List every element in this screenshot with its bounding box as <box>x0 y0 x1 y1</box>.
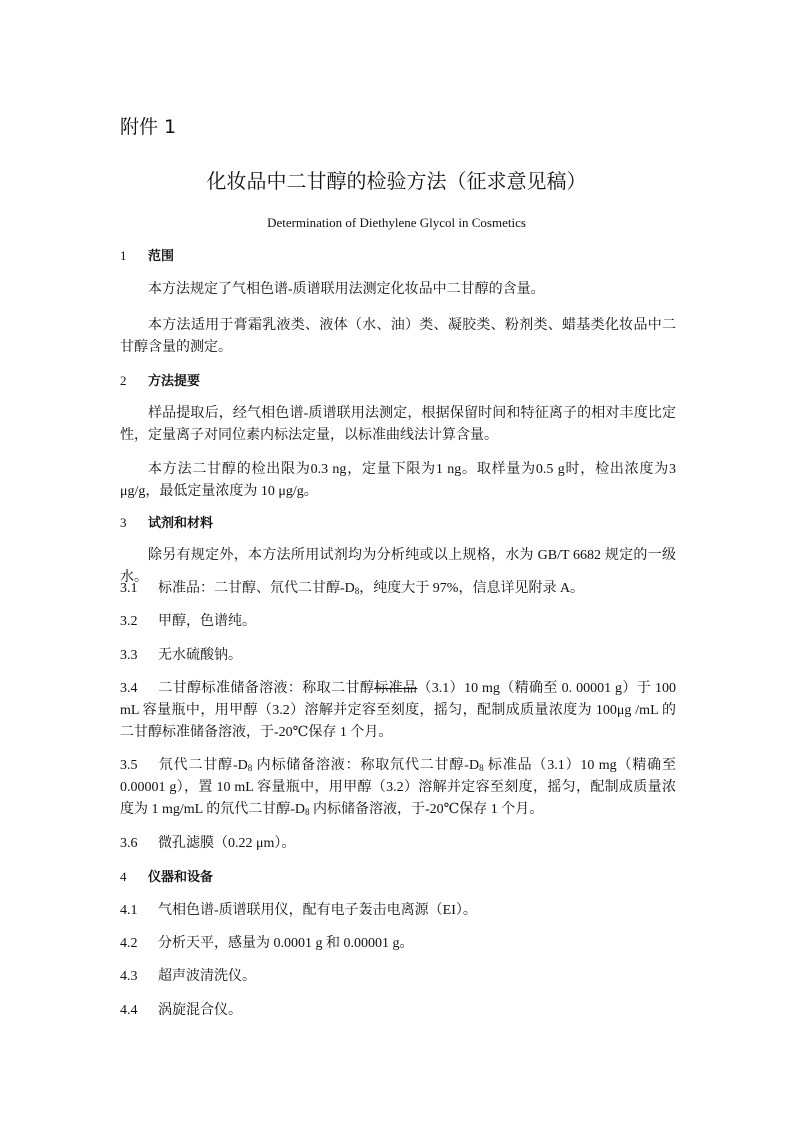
item-text: 分析天平，感量为 0.0001 g 和 0.00001 g。 <box>158 936 414 951</box>
item-4-2 <box>120 933 676 955</box>
item-3-4 <box>120 678 676 744</box>
item-4-3 <box>120 966 676 988</box>
item-number: 3.5 <box>120 758 138 773</box>
paragraph: 本方法规定了气相色谱-质谱联用法测定化妆品中二甘醇的含量。 <box>148 282 545 297</box>
section-title: 试剂和材料 <box>148 516 214 531</box>
subtitle-en: Determination of Diethylene Glycol in Cosmetics <box>267 215 526 230</box>
section-number: 1 <box>120 248 127 263</box>
section-title: 方法提要 <box>148 374 201 389</box>
item-number: 3.4 <box>120 681 138 696</box>
item-number: 4.3 <box>120 969 138 984</box>
item-text: 氘代二甘醇-D <box>158 758 248 773</box>
section-number: 4 <box>120 869 127 884</box>
subscript: 8 <box>479 763 484 773</box>
item-number: 4.2 <box>120 936 138 951</box>
section-3-heading <box>120 512 676 535</box>
item-text: ，纯度大于 97%，信息详见附录 A。 <box>359 581 585 596</box>
item-text: （3.1）10 mg（精确至 0. 00001 g）于 100 mL 容量瓶中，用甲醇（3.2）溶解并定容至刻度，摇匀，配制成质量浓度为 100μg /mL 的二甘醇标准储备溶液，于-20℃保存 1 个月。 <box>120 681 677 740</box>
item-text: 无水硫酸钠。 <box>158 648 242 663</box>
section-number: 2 <box>120 373 127 388</box>
item-3-1 <box>120 578 676 600</box>
section-1-heading <box>120 245 676 268</box>
subscript: 8 <box>247 763 253 773</box>
subscript: 8 <box>354 586 360 596</box>
item-3-5 <box>120 755 676 821</box>
item-number: 3.1 <box>120 581 138 596</box>
paragraph: 本方法二甘醇的检出限为0.3 ng，定量下限为1 ng。取样量为0.5 g时，检出浓度为3 μg/g，最低定量浓度为 10 μg/g。 <box>120 462 676 499</box>
section-number: 3 <box>120 515 127 530</box>
paragraph: 除另有规定外，本方法所用试剂均为分析纯或以上规格，水为 GB/T 6682 规定的一级水。 <box>120 548 676 585</box>
subscript: 8 <box>304 807 310 817</box>
annex-label: 附件 1 <box>120 116 177 138</box>
item-number: 3.6 <box>120 836 138 851</box>
item-number: 3.3 <box>120 648 138 663</box>
struck-text: 标准品 <box>374 681 418 696</box>
item-3-3 <box>120 645 676 667</box>
item-3-6 <box>120 833 676 855</box>
item-text: 超声波清洗仪。 <box>158 969 256 984</box>
section-2-heading <box>120 370 676 393</box>
item-text: 内标储备溶液：称取氘代二甘醇-D <box>252 758 480 773</box>
item-4-1 <box>120 900 676 922</box>
paragraph: 样品提取后，经气相色谱-质谱联用法测定，根据保留时间和特征离子的相对丰度比定性，定量离子对同位素内标法定量，以标准曲线法计算含量。 <box>120 406 676 443</box>
paragraph: 本方法适用于膏霜乳液类、液体（水、油）类、凝胶类、粉剂类、蜡基类化妆品中二甘醇含量的测定。 <box>120 318 676 355</box>
item-4-4 <box>120 1000 676 1022</box>
page-title: 化妆品中二甘醇的检验方法（征求意见稿） <box>206 169 587 193</box>
section-title: 范围 <box>148 249 175 264</box>
item-number: 4.1 <box>120 903 138 918</box>
section-4-heading <box>120 866 676 889</box>
item-text: 甲醇，色谱纯。 <box>158 614 256 629</box>
section-title: 仪器和设备 <box>148 870 214 885</box>
item-3-2 <box>120 611 676 633</box>
item-text: 标准品（3.1）10 mg（精确至 0.00001 g），置 10 mL 容量瓶中，用甲醇（3.2）溶解并定容至刻度，摇匀，配制成质量浓度为 1 mg/mL 的氘代二甘醇-D <box>120 758 676 817</box>
item-number: 3.2 <box>120 614 138 629</box>
item-text: 气相色谱-质谱联用仪，配有电子轰击电离源（EI）。 <box>158 903 477 918</box>
item-number: 4.4 <box>120 1003 138 1018</box>
item-text: 内标储备溶液，于-20℃保存 1 个月。 <box>309 802 544 817</box>
item-text: 二甘醇标准储备溶液：称取二甘醇 <box>158 681 375 696</box>
item-text: 微孔滤膜（0.22 μm）。 <box>158 836 296 851</box>
item-text: 涡旋混合仪。 <box>158 1003 242 1018</box>
item-text: 标准品：二甘醇、氘代二甘醇-D <box>158 581 355 596</box>
